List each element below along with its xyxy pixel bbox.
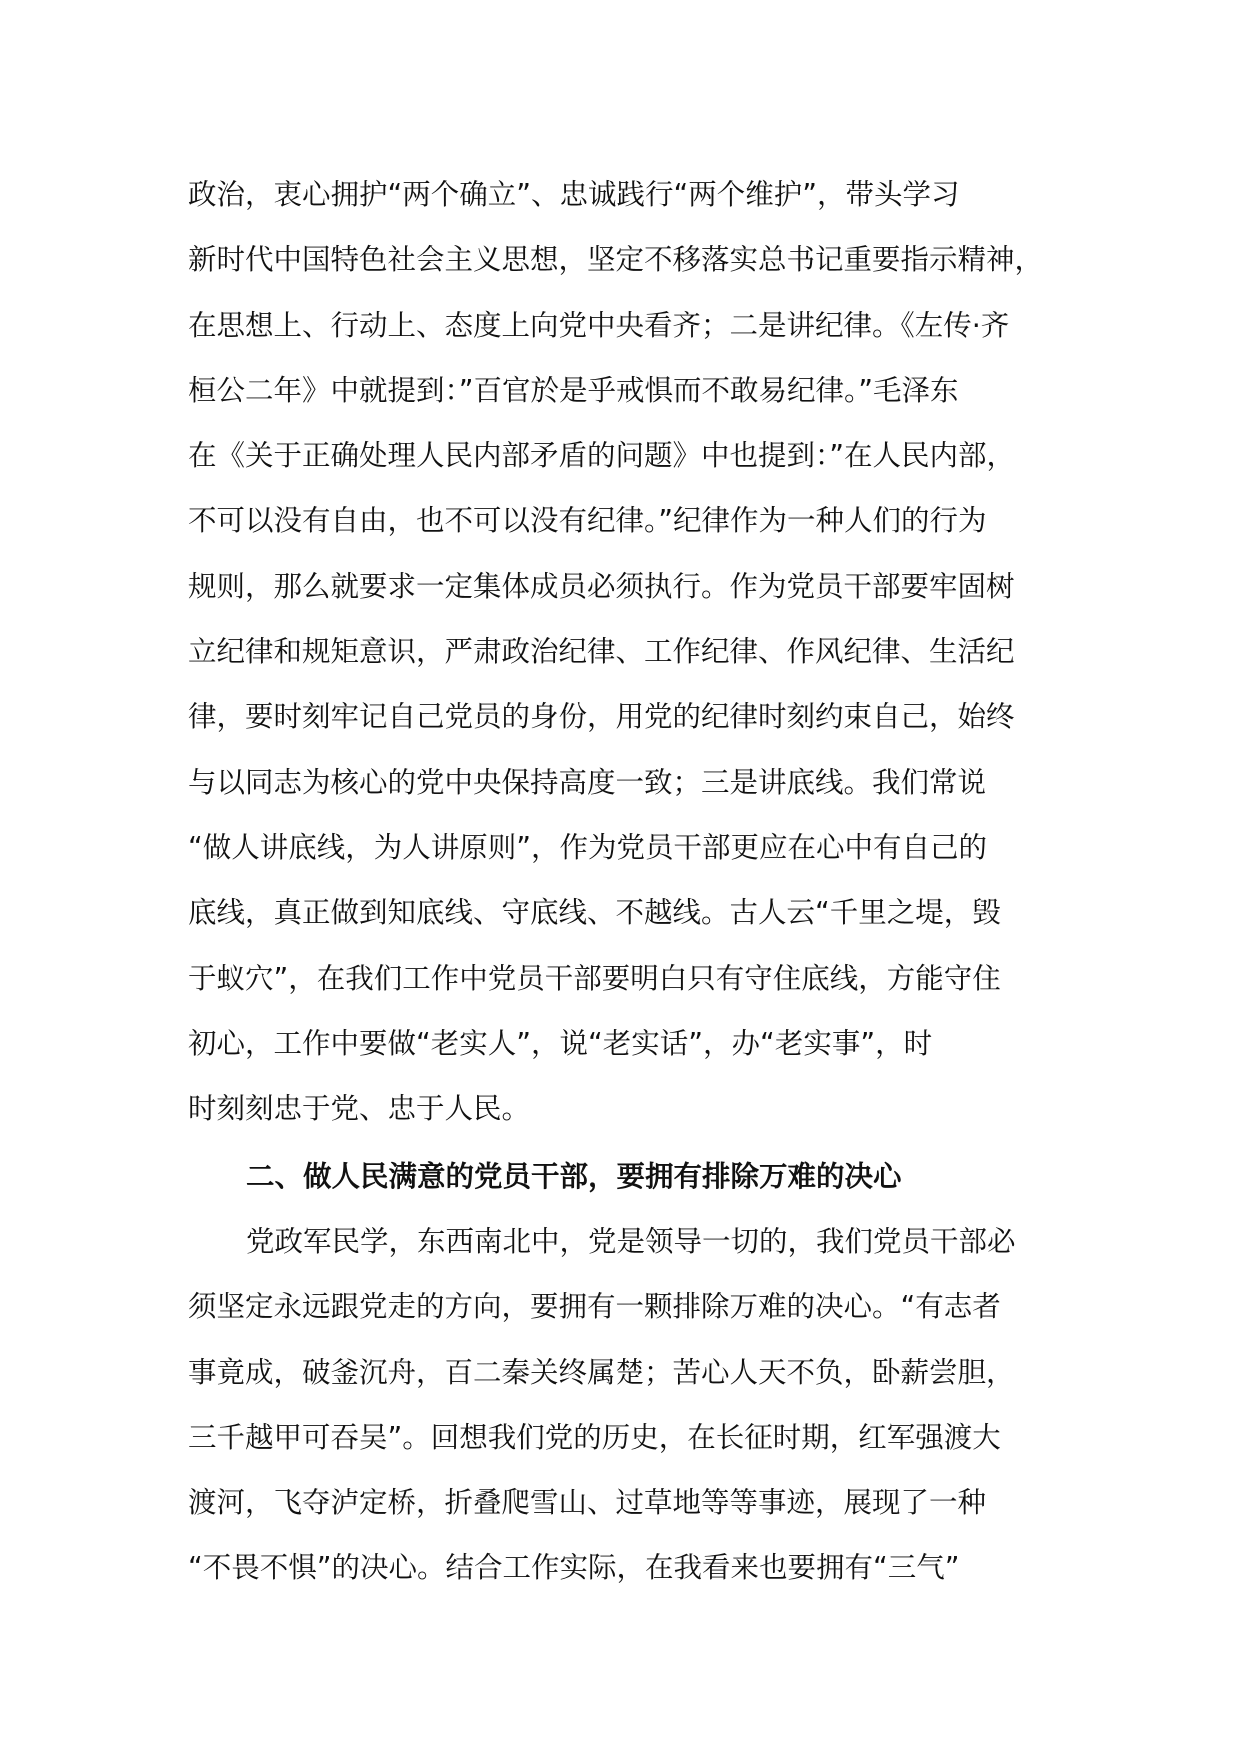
text-line: 新时代中国特色社会主义思想，坚定不移落实总书记重要指示精神， [188, 243, 1044, 277]
body-paragraph [188, 1209, 1068, 1601]
text-line: 立纪律和规矩意识，严肃政治纪律、工作纪律、作风纪律、生活纪 [188, 635, 1015, 669]
text-line: 事竟成，破釜沉舟，百二秦关终属楚；苦心人天不负，卧薪尝胆， [188, 1355, 1015, 1389]
text-line: 初心，工作中要做“老实人”，说“老实话”，办“老实事”，时 [188, 1026, 933, 1060]
text-line: 渡河，飞夺泸定桥，折叠爬雪山、过草地等等事迹，展现了一种 [188, 1486, 987, 1520]
text-line: 律，要时刻牢记自己党员的身份，用党的纪律时刻约束自己，始终 [188, 700, 1015, 734]
text-line: 桓公二年》中就提到：”百官於是乎戒惧而不敢易纪律。”毛泽东 [188, 373, 959, 407]
section-heading-text: 二、做人民满意的党员干部，要拥有排除万难的决心 [246, 1160, 902, 1193]
text-line: 规则，那么就要求一定集体成员必须执行。作为党员干部要牢固树 [188, 569, 1015, 603]
text-line: “不畏不惧”的决心。结合工作实际，在我看来也要拥有“三气” [188, 1551, 960, 1585]
body-paragraph [188, 162, 1068, 1141]
text-line: 在思想上、行动上、态度上向党中央看齐；二是讲纪律。《左传·齐 [188, 308, 1010, 342]
text-line: 不可以没有自由，也不可以没有纪律。”纪律作为一种人们的行为 [188, 504, 987, 538]
text-line: 于蚁穴”，在我们工作中党员干部要明白只有守住底线，方能守住 [188, 961, 1001, 995]
section-heading [188, 1144, 1068, 1209]
text-line: 须坚定永远跟党走的方向，要拥有一颗排除万难的决心。“有志者 [188, 1290, 1001, 1324]
text-line: “做人讲底线，为人讲原则”，作为党员干部更应在心中有自己的 [188, 830, 988, 864]
text-line: 政治，衷心拥护“两个确立”、忠诚践行“两个维护”，带头学习 [188, 178, 960, 211]
text-line: 三千越甲可吞吴”。回想我们党的历史，在长征时期，红军强渡大 [188, 1420, 1001, 1454]
text-line: 党政军民学，东西南北中，党是领导一切的，我们党员干部必 [246, 1225, 1016, 1258]
text-line: 与以同志为核心的党中央保持高度一致；三是讲底线。我们常说 [188, 765, 987, 799]
text-line: 底线，真正做到知底线、守底线、不越线。古人云“千里之堤，毁 [188, 896, 1001, 930]
text-line: 时刻刻忠于党、忠于人民。 [188, 1092, 531, 1126]
text-line: 在《关于正确处理人民内部矛盾的问题》中也提到：”在人民内部， [188, 439, 1016, 473]
